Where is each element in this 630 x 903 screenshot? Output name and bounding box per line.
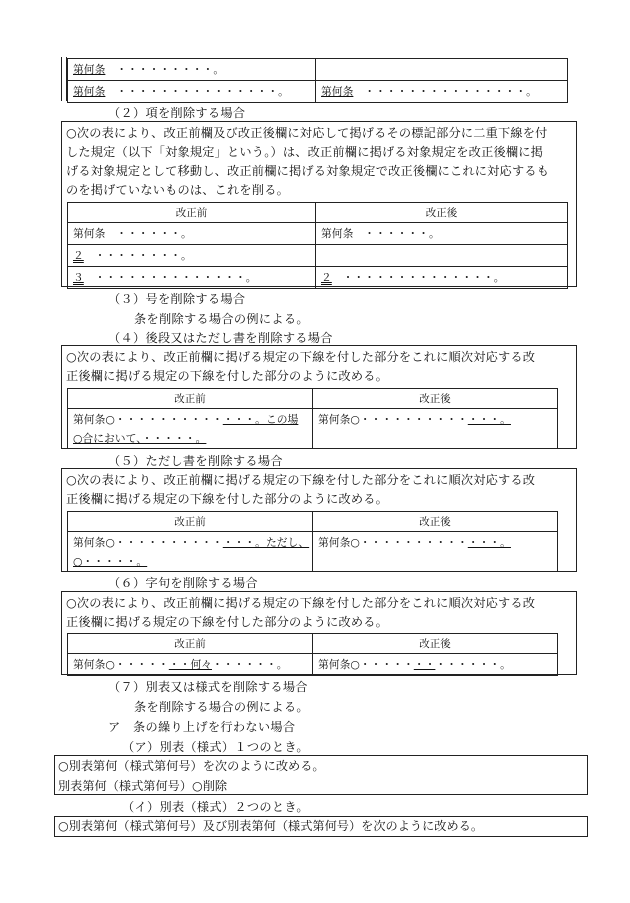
s3-heading: （３）号を削除する場合: [108, 292, 246, 306]
s7-body: 条を削除する場合の例による。: [134, 700, 309, 714]
s2-r3-left: ３ ・・・・・・・・・・・・・・。: [68, 267, 316, 289]
s4-right-cell: 第何条○・・・・・・・・・・・・・。: [313, 409, 558, 449]
s6-comparison-table: [67, 633, 558, 676]
s2-r3-right: ２ ・・・・・・・・・・・・・・。: [316, 267, 568, 289]
s7-sub-a: ア 条の繰り上げを行わない場合: [108, 720, 296, 734]
s2-comparison-table: [67, 202, 568, 289]
s6-col-after: 改正後: [313, 634, 558, 654]
s6-right-cell: 第何条○・・・・・・・・・・・・・。: [313, 654, 558, 676]
s2-r2-left: ２ ・・・・・・・・。: [68, 245, 316, 267]
s2-paragraph: ○次の表により、改正前欄及び改正後欄に対応して掲げるその標記部分に二重下線を付 した規定（以下「対象規定」という。）は、改正前欄に掲げる対象規定を改正後欄に掲 げる対象規定として移動し、改正前欄に掲げる対象規定で改正後欄にこれに対応するも のを掲げていないものは、これを削る。: [66, 126, 550, 197]
s2-r1-left: 第何条 ・・・・・・。: [68, 223, 316, 245]
s4-col-after: 改正後: [313, 389, 558, 409]
s5-paragraph: ○次の表により、改正前欄に掲げる規定の下線を付した部分をこれに順次対応する改 正後欄に掲げる規定の下線を付した部分のように改める。: [66, 473, 536, 506]
s6-col-before: 改正前: [68, 634, 313, 654]
s4-paragraph: ○次の表により、改正前欄に掲げる規定の下線を付した部分をこれに順次対応する改 正後欄に掲げる規定の下線を付した部分のように改める。: [66, 350, 536, 383]
s7-box1-line2: 別表第何（様式第何号）○削除: [58, 779, 228, 793]
s2-r2-right: [316, 245, 568, 267]
s6-left-cell: 第何条○・・・・・・・何々・・・・・・。: [68, 654, 313, 676]
s6-heading: （６）字句を削除する場合: [108, 576, 258, 590]
s5-comparison-table: [67, 511, 558, 572]
top-r1-left: 第何条 ・・・・・・・・・。: [68, 59, 316, 81]
s7-box2-line1: ○別表第何（様式第何号）及び別表第何（様式第何号）を次のように改める。: [58, 819, 484, 833]
s7-sub-a1: （ア）別表（様式）１つのとき。: [122, 740, 309, 754]
s5-col-before: 改正前: [68, 512, 313, 532]
s4-heading: （４）後段又はただし書を削除する場合: [108, 331, 333, 345]
top-r1-right: [316, 59, 568, 81]
s5-right-cell: 第何条○・・・・・・・・・・・・・。: [313, 532, 558, 572]
s5-heading: （５）ただし書を削除する場合: [108, 454, 283, 468]
top-comparison-table: [67, 58, 568, 103]
s7-box2: [54, 816, 588, 837]
s2-col-before: 改正前: [68, 203, 316, 223]
s2-col-after: 改正後: [316, 203, 568, 223]
s5-left-cell: 第何条○・・・・・・・・・・・・・。ただし、 ○・・・・・。: [68, 532, 313, 572]
s4-comparison-table: [67, 388, 558, 449]
s6-paragraph: ○次の表により、改正前欄に掲げる規定の下線を付した部分をこれに順次対応する改 正後欄に掲げる規定の下線を付した部分のように改める。: [66, 596, 536, 629]
s5-col-after: 改正後: [313, 512, 558, 532]
s7-box1-line1: ○別表第何（様式第何号）を次のように改める。: [58, 759, 325, 773]
top-r2-right: 第何条 ・・・・・・・・・・・・・・・。: [316, 81, 568, 103]
s7-sub-a2: （イ）別表（様式）２つのとき。: [122, 800, 309, 814]
s7-box1: [54, 755, 588, 795]
s4-left-cell: 第何条○・・・・・・・・・・・・・。この場 ○合において、・・・・・。: [68, 409, 313, 449]
s2-r1-right: 第何条 ・・・・・・。: [316, 223, 568, 245]
s2-heading: （２）項を削除する場合: [108, 106, 246, 120]
s7-heading: （７）別表又は様式を削除する場合: [108, 680, 308, 694]
s3-body: 条を削除する場合の例による。: [134, 312, 309, 326]
top-r2-left: 第何条 ・・・・・・・・・・・・・・・。: [68, 81, 316, 103]
s4-col-before: 改正前: [68, 389, 313, 409]
